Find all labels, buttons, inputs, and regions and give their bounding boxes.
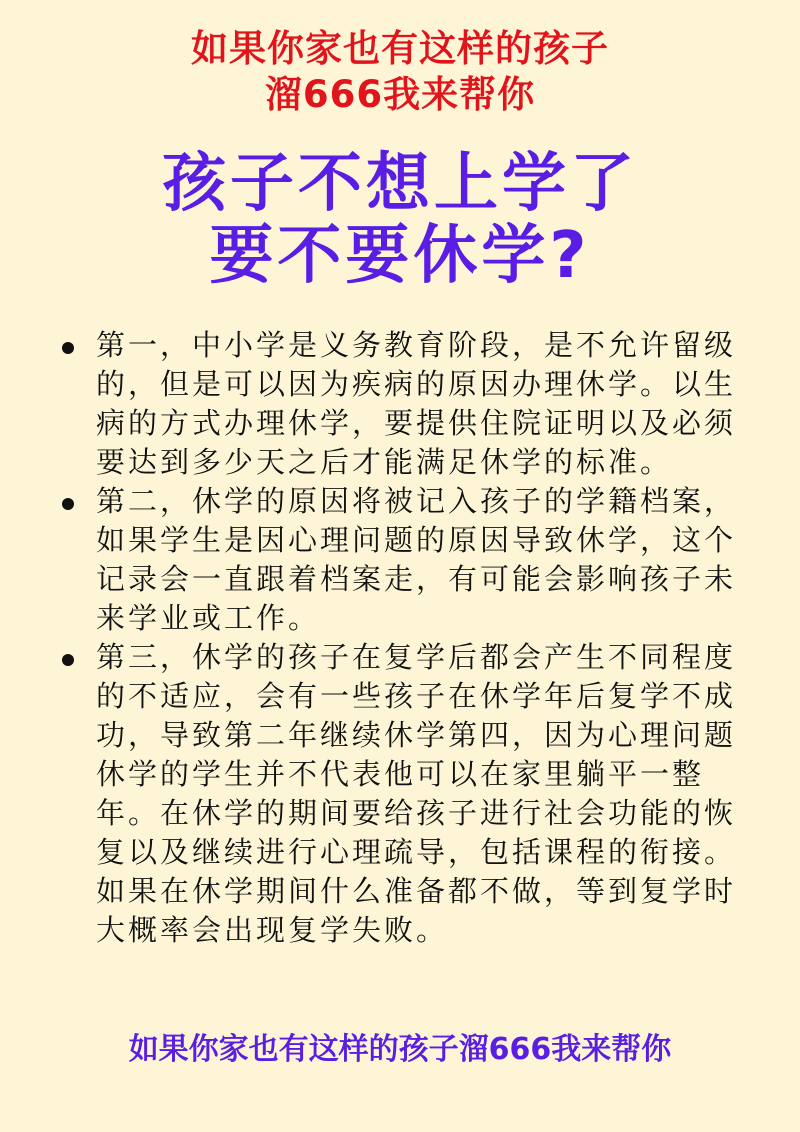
main-title-line-2: 要不要休学? xyxy=(209,219,591,293)
point-item-3 xyxy=(62,638,752,950)
bullet-icon xyxy=(62,654,74,666)
content-list xyxy=(62,326,752,950)
top-banner-line-1: 如果你家也有这样的孩子 xyxy=(191,27,609,70)
bottom-banner: 如果你家也有这样的孩子溜666我来帮你 xyxy=(128,1032,672,1067)
point-text-3: 第三，休学的孩子在复学后都会产生不同程度的不适应，会有一些孩子在休学年后复学不成功，导致第二年继续休学第四，因为心理问题休学的学生并不代表他可以在家里躺平一整年。在休学的期间要给孩子进行社会功能的恢复以及继续进行心理疏导，包括课程的衔接。如果在休学期间什么准备都不做，等到复学时大概率会出现复学失败。 xyxy=(96,640,737,947)
point-text-1: 第一，中小学是义务教育阶段，是不允许留级的，但是可以因为疾病的原因办理休学。以生病的方式办理休学，要提供住院证明以及必须要达到多少天之后才能满足休学的标准。 xyxy=(96,328,737,479)
point-item-2 xyxy=(62,482,752,638)
bullet-icon xyxy=(62,342,74,354)
bullet-icon xyxy=(62,498,74,510)
top-banner-line-2: 溜666我来帮你 xyxy=(264,73,536,116)
point-text-2: 第二，休学的原因将被记入孩子的学籍档案，如果学生是因心理问题的原因导致休学，这个记录会一直跟着档案走，有可能会影响孩子未来学业或工作。 xyxy=(96,484,737,635)
top-banner xyxy=(0,26,800,118)
main-title-line-1: 孩子不想上学了 xyxy=(162,147,638,221)
main-title xyxy=(0,148,800,292)
point-item-1 xyxy=(62,326,752,482)
